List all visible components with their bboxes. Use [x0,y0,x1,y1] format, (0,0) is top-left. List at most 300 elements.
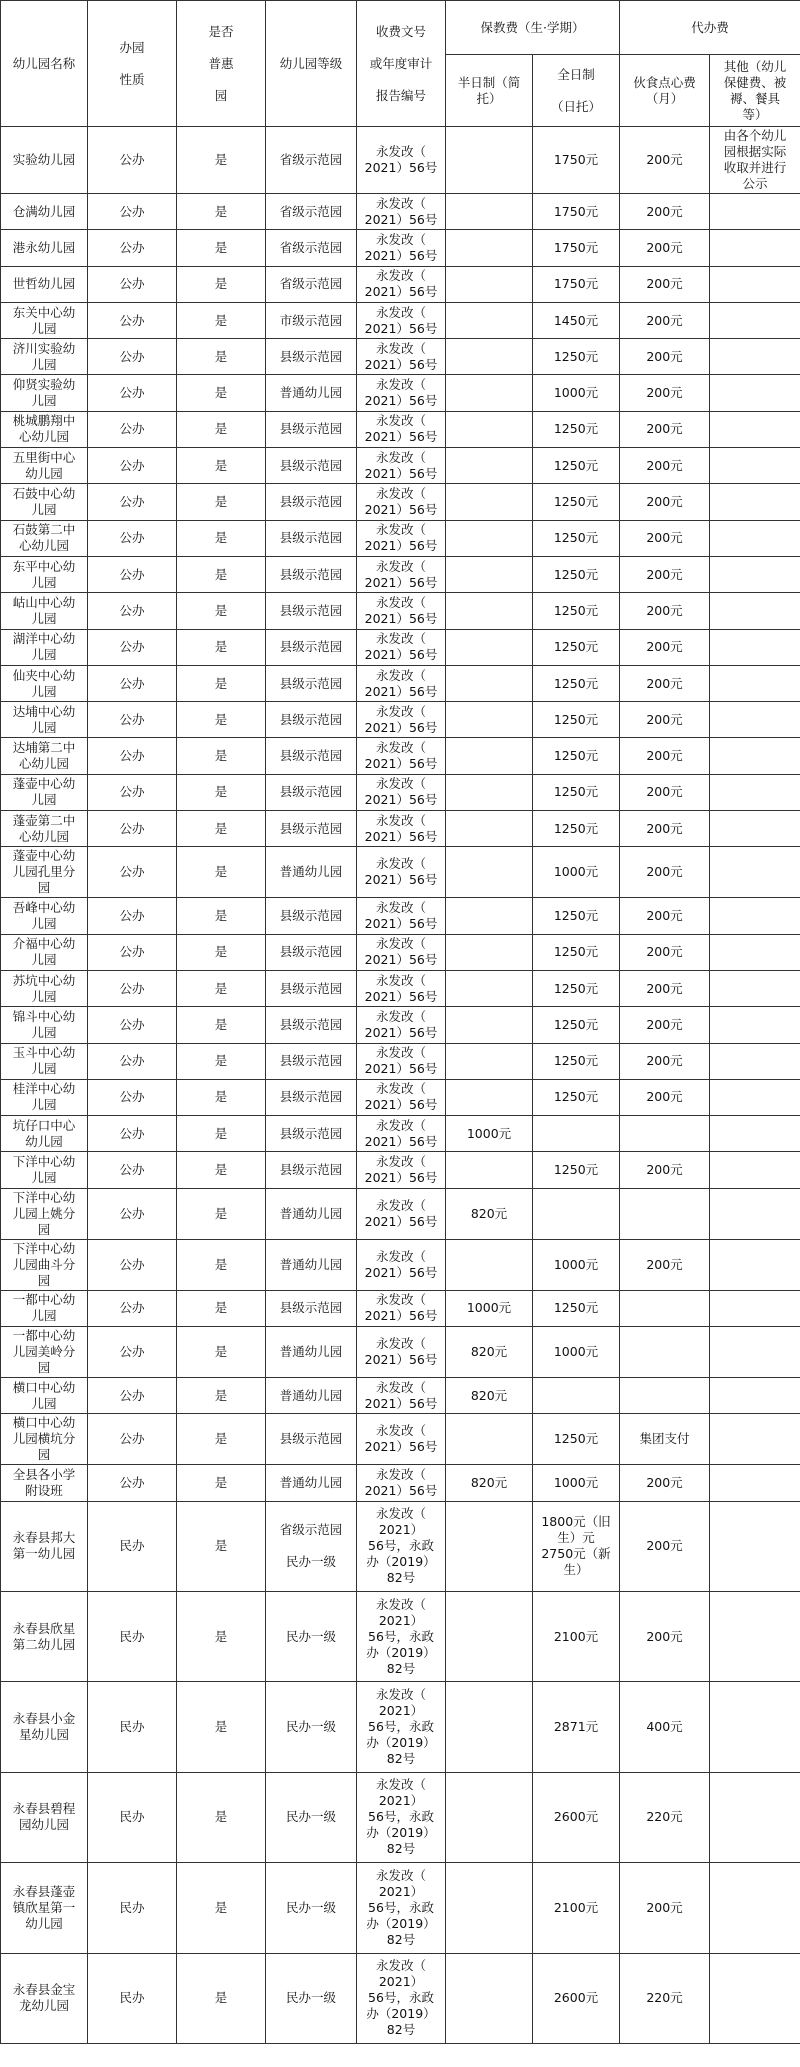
table-row [1,339,800,375]
meal-fee-cell: 200元 [620,898,710,934]
inclusive-cell: 是 [177,629,266,665]
full-day-fee-cell: 1750元 [533,230,620,266]
nature-cell: 公办 [88,847,177,898]
inclusive-cell: 是 [177,556,266,592]
half-day-fee-cell [446,629,533,665]
grade-cell: 县级示范园 [266,665,357,701]
inclusive-cell: 是 [177,520,266,556]
half-day-fee-cell [446,230,533,266]
half-day-fee-cell: 1000元 [446,1116,533,1152]
table-row [1,1290,800,1326]
kindergarten-name-cell: 永春县蓬壶 镇欣星第一 幼儿园 [1,1863,88,1953]
fee-document-cell: 永发改（ 2021）56号 [357,266,446,302]
table-row [1,738,800,774]
half-day-fee-cell [446,127,533,194]
other-fee-cell [710,1592,800,1682]
full-day-fee-cell: 1250元 [533,970,620,1006]
grade-cell: 县级示范园 [266,934,357,970]
nature-cell: 公办 [88,702,177,738]
full-day-fee-cell: 1800元（旧 生）元 2750元（新 生） [533,1501,620,1591]
grade-cell: 普通幼儿园 [266,847,357,898]
meal-fee-cell: 200元 [620,593,710,629]
kindergarten-name-cell: 蓬壶第二中 心幼儿园 [1,811,88,847]
nature-cell: 民办 [88,1772,177,1862]
other-fee-cell [710,811,800,847]
table-row [1,194,800,230]
inclusive-cell: 是 [177,302,266,338]
half-day-fee-cell [446,593,533,629]
kindergarten-name-cell: 仙夹中心幼 儿园 [1,665,88,701]
header-fee-document: 收费文号 或年度审计 报告编号 [357,1,446,127]
fee-document-cell: 永发改（ 2021）56号 [357,411,446,447]
half-day-fee-cell [446,934,533,970]
table-row [1,970,800,1006]
fee-document-cell: 永发改（ 2021） 56号，永政 办（2019） 82号 [357,1953,446,2043]
kindergarten-name-cell: 桃城鹏翔中 心幼儿园 [1,411,88,447]
fee-document-cell: 永发改（ 2021）56号 [357,520,446,556]
inclusive-cell: 是 [177,339,266,375]
other-fee-cell [710,556,800,592]
meal-fee-cell: 220元 [620,1953,710,2043]
meal-fee-cell: 200元 [620,127,710,194]
fee-document-cell: 永发改（ 2021）56号 [357,847,446,898]
meal-fee-cell: 集团支付 [620,1414,710,1465]
inclusive-cell: 是 [177,266,266,302]
grade-cell: 市级示范园 [266,302,357,338]
grade-cell: 省级示范园 [266,194,357,230]
inclusive-cell: 是 [177,127,266,194]
table-row [1,1682,800,1772]
meal-fee-cell: 200元 [620,970,710,1006]
table-row [1,1772,800,1862]
fee-document-cell: 永发改（ 2021）56号 [357,665,446,701]
grade-cell: 普通幼儿园 [266,1327,357,1378]
nature-cell: 公办 [88,970,177,1006]
other-fee-cell [710,1007,800,1043]
kindergarten-name-cell: 仓满幼儿园 [1,194,88,230]
grade-cell: 县级示范园 [266,898,357,934]
inclusive-cell: 是 [177,774,266,810]
table-row [1,230,800,266]
table-body [1,127,800,2044]
meal-fee-cell: 200元 [620,1043,710,1079]
grade-cell: 县级示范园 [266,811,357,847]
inclusive-cell: 是 [177,1116,266,1152]
table-row [1,629,800,665]
header-grade: 幼儿园等级 [266,1,357,127]
table-row [1,774,800,810]
nature-cell: 公办 [88,1152,177,1188]
fee-document-cell: 永发改（ 2021）56号 [357,738,446,774]
half-day-fee-cell [446,898,533,934]
fee-document-cell: 永发改（ 2021）56号 [357,970,446,1006]
fee-document-cell: 永发改（ 2021） 56号，永政 办（2019） 82号 [357,1501,446,1591]
half-day-fee-cell [446,1682,533,1772]
meal-fee-cell: 200元 [620,1239,710,1290]
full-day-fee-cell: 1250元 [533,774,620,810]
inclusive-cell: 是 [177,1239,266,1290]
nature-cell: 民办 [88,1863,177,1953]
grade-cell: 县级示范园 [266,484,357,520]
half-day-fee-cell [446,556,533,592]
kindergarten-name-cell: 五里街中心 幼儿园 [1,448,88,484]
header-other-fee: 其他（幼儿 保健费、被 褥、餐具 等） [710,55,800,127]
fee-document-cell: 永发改（ 2021） 56号，永政 办（2019） 82号 [357,1682,446,1772]
kindergarten-name-cell: 石鼓中心幼 儿园 [1,484,88,520]
full-day-fee-cell: 1250元 [533,1043,620,1079]
other-fee-cell [710,1501,800,1591]
full-day-fee-cell: 1250元 [533,1414,620,1465]
other-fee-cell [710,1465,800,1501]
table-row [1,1592,800,1682]
table-row [1,1007,800,1043]
grade-cell: 县级示范园 [266,448,357,484]
other-fee-cell [710,847,800,898]
inclusive-cell: 是 [177,934,266,970]
grade-cell: 民办一级 [266,1863,357,1953]
other-fee-cell [710,266,800,302]
table-row [1,1378,800,1414]
half-day-fee-cell [446,774,533,810]
kindergarten-name-cell: 永春县碧程 园幼儿园 [1,1772,88,1862]
kindergarten-name-cell: 全县各小学 附设班 [1,1465,88,1501]
inclusive-cell: 是 [177,898,266,934]
full-day-fee-cell: 1250元 [533,520,620,556]
full-day-fee-cell: 2600元 [533,1953,620,2043]
grade-cell: 省级示范园 [266,127,357,194]
other-fee-cell [710,1772,800,1862]
full-day-fee-cell [533,1116,620,1152]
header-tuition: 保教费（生·学期） [446,1,620,55]
other-fee-cell [710,520,800,556]
kindergarten-name-cell: 湖洋中心幼 儿园 [1,629,88,665]
grade-cell: 县级示范园 [266,1290,357,1326]
full-day-fee-cell: 1250元 [533,1079,620,1115]
kindergarten-name-cell: 苏坑中心幼 儿园 [1,970,88,1006]
inclusive-cell: 是 [177,1327,266,1378]
nature-cell: 公办 [88,629,177,665]
kindergarten-name-cell: 下洋中心幼 儿园曲斗分 园 [1,1239,88,1290]
fee-document-cell: 永发改（ 2021）56号 [357,702,446,738]
grade-cell: 县级示范园 [266,520,357,556]
other-fee-cell [710,898,800,934]
full-day-fee-cell: 1000元 [533,1327,620,1378]
inclusive-cell: 是 [177,1953,266,2043]
grade-cell: 民办一级 [266,1682,357,1772]
nature-cell: 公办 [88,230,177,266]
inclusive-cell: 是 [177,738,266,774]
other-fee-cell [710,1378,800,1414]
fee-document-cell: 永发改（ 2021）56号 [357,593,446,629]
full-day-fee-cell: 1250元 [533,448,620,484]
fee-document-cell: 永发改（ 2021）56号 [357,230,446,266]
meal-fee-cell [620,1116,710,1152]
grade-cell: 民办一级 [266,1772,357,1862]
kindergarten-name-cell: 锦斗中心幼 儿园 [1,1007,88,1043]
other-fee-cell [710,339,800,375]
fee-document-cell: 永发改（ 2021） 56号，永政 办（2019） 82号 [357,1772,446,1862]
grade-cell: 县级示范园 [266,593,357,629]
half-day-fee-cell [446,520,533,556]
inclusive-cell: 是 [177,1682,266,1772]
grade-cell: 县级示范园 [266,738,357,774]
inclusive-cell: 是 [177,1501,266,1591]
grade-cell: 县级示范园 [266,1414,357,1465]
meal-fee-cell: 200元 [620,339,710,375]
table-row [1,1414,800,1465]
table-row [1,1863,800,1953]
kindergarten-name-cell: 横口中心幼 儿园横坑分 园 [1,1414,88,1465]
fee-document-cell: 永发改（ 2021） 56号，永政 办（2019） 82号 [357,1863,446,1953]
grade-cell: 县级示范园 [266,629,357,665]
full-day-fee-cell: 1250元 [533,629,620,665]
half-day-fee-cell [446,484,533,520]
table-row [1,1239,800,1290]
other-fee-cell [710,1863,800,1953]
fee-document-cell: 永发改（ 2021）56号 [357,1327,446,1378]
full-day-fee-cell: 1250元 [533,593,620,629]
other-fee-cell [710,484,800,520]
meal-fee-cell: 200元 [620,556,710,592]
full-day-fee-cell: 1000元 [533,1465,620,1501]
full-day-fee-cell: 1000元 [533,847,620,898]
kindergarten-name-cell: 实验幼儿园 [1,127,88,194]
nature-cell: 公办 [88,1007,177,1043]
fee-document-cell: 永发改（ 2021）56号 [357,1414,446,1465]
meal-fee-cell: 200元 [620,1152,710,1188]
full-day-fee-cell [533,1188,620,1239]
kindergarten-name-cell: 下洋中心幼 儿园 [1,1152,88,1188]
fee-document-cell: 永发改（ 2021）56号 [357,127,446,194]
other-fee-cell [710,665,800,701]
full-day-fee-cell: 1450元 [533,302,620,338]
meal-fee-cell: 200元 [620,774,710,810]
fee-document-cell: 永发改（ 2021）56号 [357,1079,446,1115]
full-day-fee-cell: 2871元 [533,1682,620,1772]
inclusive-cell: 是 [177,970,266,1006]
table-row [1,1079,800,1115]
half-day-fee-cell [446,1007,533,1043]
other-fee-cell [710,411,800,447]
fee-document-cell: 永发改（ 2021） 56号，永政 办（2019） 82号 [357,1592,446,1682]
full-day-fee-cell: 1750元 [533,194,620,230]
grade-cell: 省级示范园 民办一级 [266,1501,357,1591]
nature-cell: 公办 [88,302,177,338]
other-fee-cell [710,970,800,1006]
kindergarten-name-cell: 世哲幼儿园 [1,266,88,302]
kindergarten-name-cell: 达埔第二中 心幼儿园 [1,738,88,774]
meal-fee-cell: 200元 [620,411,710,447]
full-day-fee-cell [533,1378,620,1414]
grade-cell: 县级示范园 [266,1079,357,1115]
nature-cell: 公办 [88,127,177,194]
kindergarten-name-cell: 横口中心幼 儿园 [1,1378,88,1414]
full-day-fee-cell: 1250元 [533,738,620,774]
inclusive-cell: 是 [177,665,266,701]
other-fee-cell [710,1414,800,1465]
nature-cell: 公办 [88,1188,177,1239]
inclusive-cell: 是 [177,847,266,898]
kindergarten-name-cell: 永春县邦大 第一幼儿园 [1,1501,88,1591]
nature-cell: 民办 [88,1592,177,1682]
fee-document-cell: 永发改（ 2021）56号 [357,1239,446,1290]
nature-cell: 公办 [88,738,177,774]
nature-cell: 公办 [88,1414,177,1465]
full-day-fee-cell: 1250元 [533,484,620,520]
grade-cell: 普通幼儿园 [266,1465,357,1501]
other-fee-cell [710,774,800,810]
nature-cell: 公办 [88,898,177,934]
fee-document-cell: 永发改（ 2021）56号 [357,1378,446,1414]
grade-cell: 省级示范园 [266,266,357,302]
grade-cell: 普通幼儿园 [266,375,357,411]
kindergarten-name-cell: 岵山中心幼 儿园 [1,593,88,629]
half-day-fee-cell: 1000元 [446,1290,533,1326]
table-row [1,302,800,338]
kindergarten-name-cell: 桂洋中心幼 儿园 [1,1079,88,1115]
nature-cell: 公办 [88,665,177,701]
nature-cell: 公办 [88,811,177,847]
meal-fee-cell [620,1188,710,1239]
inclusive-cell: 是 [177,1414,266,1465]
kindergarten-name-cell: 达埔中心幼 儿园 [1,702,88,738]
nature-cell: 公办 [88,1465,177,1501]
table-row [1,702,800,738]
other-fee-cell [710,1043,800,1079]
kindergarten-name-cell: 下洋中心幼 儿园上姚分 园 [1,1188,88,1239]
nature-cell: 公办 [88,266,177,302]
nature-cell: 公办 [88,1116,177,1152]
half-day-fee-cell [446,738,533,774]
nature-cell: 公办 [88,1290,177,1326]
grade-cell: 普通幼儿园 [266,1188,357,1239]
nature-cell: 公办 [88,1327,177,1378]
grade-cell: 县级示范园 [266,970,357,1006]
half-day-fee-cell [446,970,533,1006]
other-fee-cell: 由各个幼儿 园根据实际 收取并进行 公示 [710,127,800,194]
half-day-fee-cell: 820元 [446,1188,533,1239]
nature-cell: 公办 [88,339,177,375]
inclusive-cell: 是 [177,702,266,738]
nature-cell: 公办 [88,1043,177,1079]
other-fee-cell [710,448,800,484]
nature-cell: 公办 [88,411,177,447]
header-kindergarten-name: 幼儿园名称 [1,1,88,127]
kindergarten-name-cell: 永春县金宝 龙幼儿园 [1,1953,88,2043]
half-day-fee-cell [446,702,533,738]
fee-document-cell: 永发改（ 2021）56号 [357,811,446,847]
full-day-fee-cell: 1250元 [533,1152,620,1188]
nature-cell: 公办 [88,556,177,592]
half-day-fee-cell [446,302,533,338]
half-day-fee-cell [446,1863,533,1953]
kindergarten-name-cell: 仰贤实验幼 儿园 [1,375,88,411]
inclusive-cell: 是 [177,375,266,411]
other-fee-cell [710,1079,800,1115]
full-day-fee-cell: 1250元 [533,934,620,970]
fee-document-cell: 永发改（ 2021）56号 [357,774,446,810]
fee-document-cell: 永发改（ 2021）56号 [357,375,446,411]
full-day-fee-cell: 2100元 [533,1863,620,1953]
kindergarten-name-cell: 玉斗中心幼 儿园 [1,1043,88,1079]
meal-fee-cell: 200元 [620,1079,710,1115]
kindergarten-name-cell: 一都中心幼 儿园 [1,1290,88,1326]
nature-cell: 公办 [88,194,177,230]
nature-cell: 公办 [88,934,177,970]
half-day-fee-cell [446,1043,533,1079]
nature-cell: 民办 [88,1501,177,1591]
table-row [1,1188,800,1239]
fee-document-cell: 永发改（ 2021）56号 [357,1007,446,1043]
header-agency-fee: 代办费 [620,1,800,55]
half-day-fee-cell [446,1501,533,1591]
inclusive-cell: 是 [177,230,266,266]
other-fee-cell [710,934,800,970]
full-day-fee-cell: 1250元 [533,702,620,738]
fee-document-cell: 永发改（ 2021）56号 [357,1116,446,1152]
kindergarten-name-cell: 吾峰中心幼 儿园 [1,898,88,934]
full-day-fee-cell: 1250元 [533,411,620,447]
half-day-fee-cell [446,1414,533,1465]
table-row [1,1953,800,2043]
half-day-fee-cell [446,339,533,375]
other-fee-cell [710,194,800,230]
inclusive-cell: 是 [177,1772,266,1862]
fee-document-cell: 永发改（ 2021）56号 [357,556,446,592]
kindergarten-name-cell: 东平中心幼 儿园 [1,556,88,592]
fee-document-cell: 永发改（ 2021）56号 [357,484,446,520]
fee-document-cell: 永发改（ 2021）56号 [357,1188,446,1239]
kindergarten-name-cell: 一都中心幼 儿园美岭分 园 [1,1327,88,1378]
inclusive-cell: 是 [177,1079,266,1115]
grade-cell: 民办一级 [266,1592,357,1682]
fee-document-cell: 永发改（ 2021）56号 [357,194,446,230]
grade-cell: 县级示范园 [266,339,357,375]
meal-fee-cell: 200元 [620,194,710,230]
other-fee-cell [710,593,800,629]
full-day-fee-cell: 1000元 [533,1239,620,1290]
nature-cell: 公办 [88,484,177,520]
half-day-fee-cell [446,194,533,230]
meal-fee-cell: 200元 [620,934,710,970]
meal-fee-cell: 200元 [620,520,710,556]
fee-document-cell: 永发改（ 2021）56号 [357,898,446,934]
other-fee-cell [710,1116,800,1152]
header-inclusive: 是否 普惠 园 [177,1,266,127]
nature-cell: 公办 [88,448,177,484]
fee-document-cell: 永发改（ 2021）56号 [357,302,446,338]
nature-cell: 民办 [88,1682,177,1772]
half-day-fee-cell: 820元 [446,1378,533,1414]
fee-document-cell: 永发改（ 2021）56号 [357,1152,446,1188]
kindergarten-name-cell: 济川实验幼 儿园 [1,339,88,375]
meal-fee-cell: 200元 [620,484,710,520]
table-row [1,484,800,520]
meal-fee-cell: 200元 [620,266,710,302]
grade-cell: 县级示范园 [266,774,357,810]
half-day-fee-cell [446,1079,533,1115]
full-day-fee-cell: 1250元 [533,811,620,847]
other-fee-cell [710,1188,800,1239]
inclusive-cell: 是 [177,1152,266,1188]
meal-fee-cell: 200元 [620,811,710,847]
nature-cell: 公办 [88,593,177,629]
table-row [1,1465,800,1501]
half-day-fee-cell [446,448,533,484]
kindergarten-name-cell: 东关中心幼 儿园 [1,302,88,338]
header-nature: 办园 性质 [88,1,177,127]
other-fee-cell [710,1682,800,1772]
